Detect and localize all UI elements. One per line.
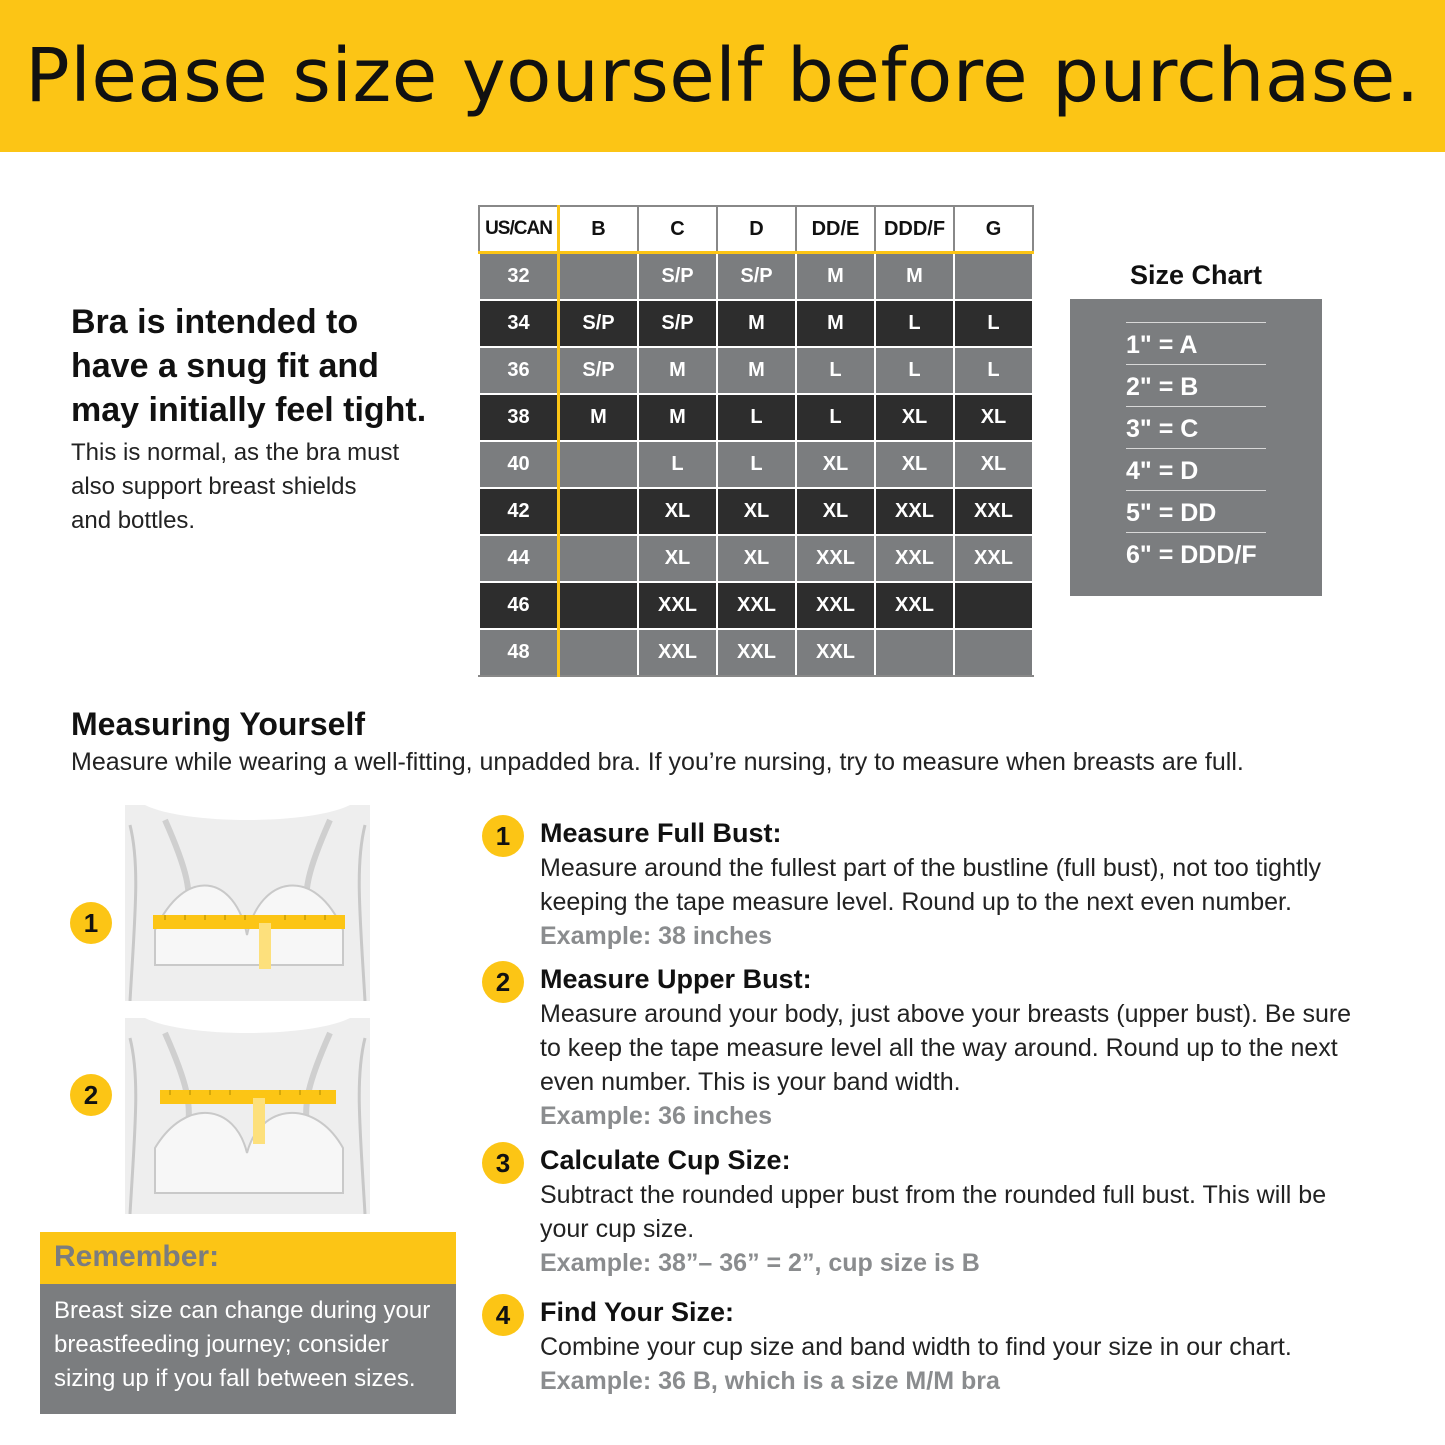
size-cell: XL bbox=[954, 441, 1033, 488]
size-cell: XL bbox=[796, 441, 875, 488]
band-size-cell: 40 bbox=[479, 441, 559, 488]
size-cell: M bbox=[796, 300, 875, 347]
size-cell: XL bbox=[638, 535, 717, 582]
size-cell: M bbox=[559, 394, 639, 441]
cup-column-header: B bbox=[559, 206, 639, 253]
fit-note-heading bbox=[71, 300, 451, 432]
size-cell bbox=[875, 629, 954, 676]
size-cell: XXL bbox=[717, 582, 796, 629]
size-table-row bbox=[479, 300, 1033, 347]
step-number-badge: 4 bbox=[482, 1294, 524, 1336]
size-cell: L bbox=[717, 394, 796, 441]
full-bust-illustration bbox=[125, 805, 370, 1001]
size-cell bbox=[954, 253, 1033, 301]
size-table-row bbox=[479, 582, 1033, 629]
size-cell bbox=[954, 582, 1033, 629]
step-title: Calculate Cup Size: bbox=[540, 1145, 791, 1175]
step-title: Measure Upper Bust: bbox=[540, 964, 812, 994]
fit-note-body bbox=[71, 436, 451, 538]
fit-note-heading-line: Bra is intended to bbox=[71, 303, 359, 341]
size-cell: XL bbox=[717, 488, 796, 535]
size-cell: XL bbox=[796, 488, 875, 535]
remember-text bbox=[54, 1294, 446, 1396]
step-line: your cup size. bbox=[540, 1215, 695, 1243]
cup-column-header: DD/E bbox=[796, 206, 875, 253]
size-cell: XL bbox=[875, 441, 954, 488]
size-cell: XXL bbox=[638, 582, 717, 629]
upper-bust-illustration bbox=[125, 1018, 370, 1214]
band-size-cell: 36 bbox=[479, 347, 559, 394]
size-cell bbox=[559, 535, 639, 582]
band-size-cell: 42 bbox=[479, 488, 559, 535]
size-chart-list bbox=[1126, 322, 1266, 574]
fit-note-heading-line: have a snug fit and bbox=[71, 347, 379, 385]
remember-header bbox=[40, 1232, 456, 1284]
fit-note-body-line: and bottles. bbox=[71, 507, 196, 534]
size-table-row bbox=[479, 394, 1033, 441]
size-cell: L bbox=[796, 347, 875, 394]
size-cell: L bbox=[954, 347, 1033, 394]
header-banner bbox=[0, 0, 1445, 152]
size-chart-title: Size Chart bbox=[1129, 260, 1263, 290]
size-cell: M bbox=[717, 347, 796, 394]
step-example: Example: 38 inches bbox=[540, 922, 773, 950]
size-chart-item: 1" = A bbox=[1126, 322, 1266, 364]
page-title: Please size yourself before purchase. bbox=[25, 33, 1420, 119]
size-cell: L bbox=[875, 300, 954, 347]
size-chart-item: 5" = DD bbox=[1126, 490, 1266, 532]
step-line: keeping the tape measure level. Round up to the next even number. bbox=[540, 888, 1292, 916]
size-cell: M bbox=[717, 300, 796, 347]
size-cell bbox=[954, 629, 1033, 676]
size-cell bbox=[559, 488, 639, 535]
size-chart-item: 2" = B bbox=[1126, 364, 1266, 406]
step-example: Example: 36 inches bbox=[540, 1102, 773, 1130]
illustration-number-badge: 1 bbox=[70, 902, 112, 944]
size-chart-box bbox=[1070, 299, 1322, 596]
size-cell: XL bbox=[875, 394, 954, 441]
remember-line: sizing up if you fall between sizes. bbox=[54, 1365, 416, 1392]
size-cell: XXL bbox=[954, 535, 1033, 582]
size-chart-item: 3" = C bbox=[1126, 406, 1266, 448]
size-table-row bbox=[479, 347, 1033, 394]
measuring-subtitle: Measure while wearing a well-fitting, unpadded bra. If you’re nursing, try to measure when breasts are full. bbox=[71, 748, 1244, 776]
cup-column-header: D bbox=[717, 206, 796, 253]
size-cell: S/P bbox=[559, 300, 639, 347]
size-cell: M bbox=[638, 347, 717, 394]
remember-body bbox=[40, 1284, 456, 1414]
step-example: Example: 38”– 36” = 2”, cup size is B bbox=[540, 1249, 980, 1277]
size-cell: XXL bbox=[875, 582, 954, 629]
size-table-row bbox=[479, 441, 1033, 488]
size-cell: XL bbox=[954, 394, 1033, 441]
size-cell bbox=[559, 582, 639, 629]
step-title: Find Your Size: bbox=[540, 1297, 735, 1327]
size-cell: L bbox=[875, 347, 954, 394]
fit-note bbox=[71, 300, 451, 538]
band-column-header: US/CAN bbox=[479, 206, 559, 253]
size-cell: L bbox=[638, 441, 717, 488]
fit-note-body-line: also support breast shields bbox=[71, 473, 357, 500]
size-cell bbox=[559, 629, 639, 676]
cup-column-header: DDD/F bbox=[875, 206, 954, 253]
size-table-header-row bbox=[479, 206, 1033, 253]
size-cell: M bbox=[796, 253, 875, 301]
size-cell: XXL bbox=[875, 535, 954, 582]
size-cell bbox=[559, 441, 639, 488]
band-size-cell: 32 bbox=[479, 253, 559, 301]
size-cell: XXL bbox=[638, 629, 717, 676]
size-cell: XXL bbox=[796, 582, 875, 629]
size-chart-item: 6" = DDD/F bbox=[1126, 532, 1266, 574]
step-line: Measure around your body, just above your breasts (upper bust). Be sure bbox=[540, 1000, 1352, 1028]
band-size-cell: 34 bbox=[479, 300, 559, 347]
size-cell: XXL bbox=[954, 488, 1033, 535]
step-number-badge: 1 bbox=[482, 815, 524, 857]
step-line: to keep the tape measure level all the way around. Round up to the next bbox=[540, 1034, 1338, 1062]
size-cell: M bbox=[638, 394, 717, 441]
remember-title: Remember: bbox=[54, 1240, 220, 1273]
size-cell: XXL bbox=[796, 535, 875, 582]
step-line: Measure around the fullest part of the bustline (full bust), not too tightly bbox=[540, 854, 1321, 882]
step-number-badge: 2 bbox=[482, 961, 524, 1003]
size-cell: S/P bbox=[638, 300, 717, 347]
step-line: Subtract the rounded upper bust from the rounded full bust. This will be bbox=[540, 1181, 1327, 1209]
illustration-number-badge: 2 bbox=[70, 1074, 112, 1116]
fit-note-body-line: This is normal, as the bra must bbox=[71, 439, 400, 466]
band-size-cell: 44 bbox=[479, 535, 559, 582]
size-cell: XL bbox=[638, 488, 717, 535]
size-cell: XXL bbox=[875, 488, 954, 535]
fit-note-heading-line: may initially feel tight. bbox=[71, 391, 427, 429]
size-cell: L bbox=[717, 441, 796, 488]
band-size-cell: 48 bbox=[479, 629, 559, 676]
size-cell: S/P bbox=[559, 347, 639, 394]
step-line: Combine your cup size and band width to find your size in our chart. bbox=[540, 1333, 1292, 1361]
size-cell: M bbox=[875, 253, 954, 301]
size-table-row bbox=[479, 629, 1033, 676]
remember-line: breastfeeding journey; consider bbox=[54, 1331, 389, 1358]
size-chart-item: 4" = D bbox=[1126, 448, 1266, 490]
cup-column-header: G bbox=[954, 206, 1033, 253]
size-table bbox=[478, 205, 1034, 677]
size-cell: L bbox=[954, 300, 1033, 347]
band-size-cell: 46 bbox=[479, 582, 559, 629]
size-cell: XL bbox=[717, 535, 796, 582]
step-number-badge: 3 bbox=[482, 1142, 524, 1184]
remember-line: Breast size can change during your bbox=[54, 1297, 431, 1324]
step-title: Measure Full Bust: bbox=[540, 818, 782, 848]
size-table-row bbox=[479, 535, 1033, 582]
size-cell: S/P bbox=[638, 253, 717, 301]
step-line: even number. This is your band width. bbox=[540, 1068, 961, 1096]
size-cell: XXL bbox=[796, 629, 875, 676]
band-size-cell: 38 bbox=[479, 394, 559, 441]
size-cell: XXL bbox=[717, 629, 796, 676]
step-example: Example: 36 B, which is a size M/M bra bbox=[540, 1367, 1000, 1395]
size-cell bbox=[559, 253, 639, 301]
cup-column-header: C bbox=[638, 206, 717, 253]
size-cell: L bbox=[796, 394, 875, 441]
size-table-row bbox=[479, 253, 1033, 301]
measuring-title: Measuring Yourself bbox=[71, 706, 365, 742]
size-table-row bbox=[479, 488, 1033, 535]
size-cell: S/P bbox=[717, 253, 796, 301]
